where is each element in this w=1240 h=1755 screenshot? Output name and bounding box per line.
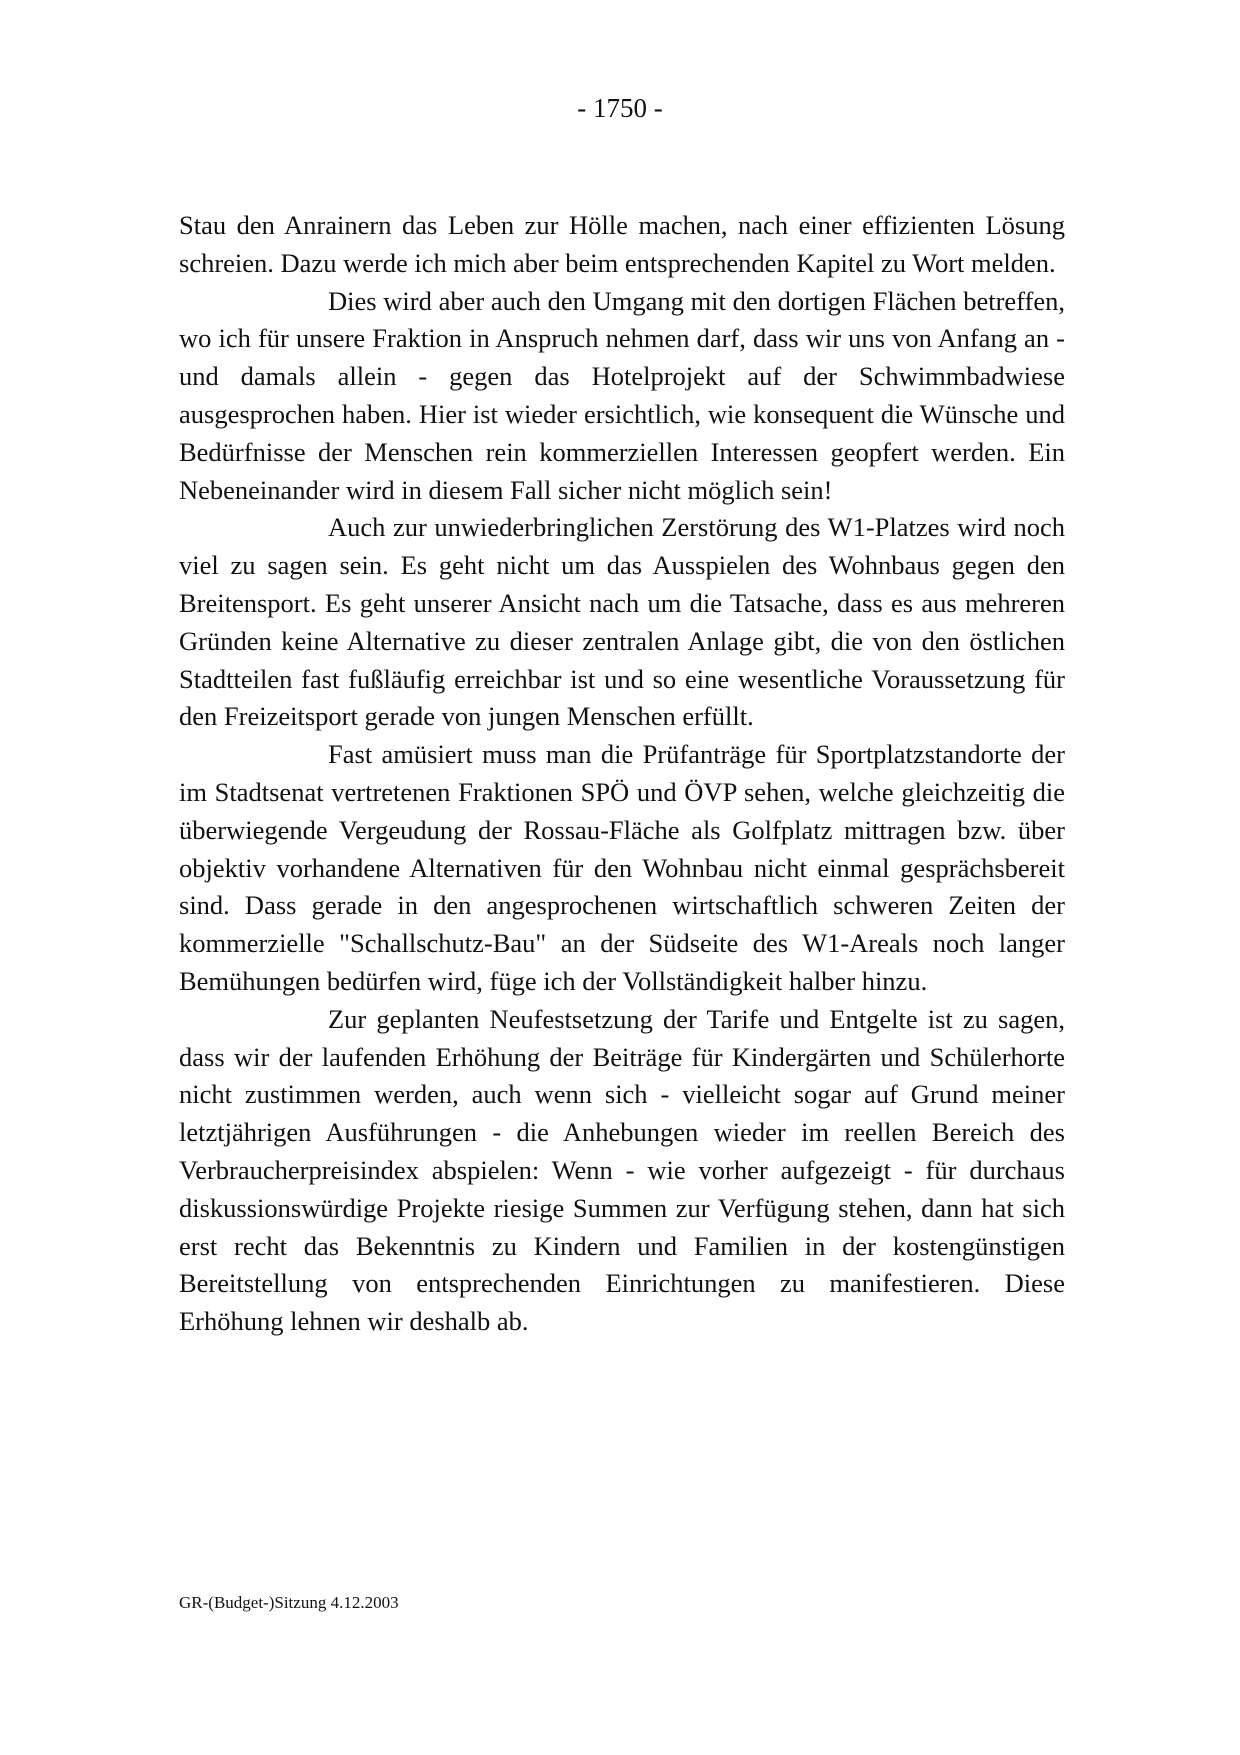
paragraph-1: Stau den Anrainern das Leben zur Hölle machen, nach einer effizienten Lösung schreien. Dazu werde ich mich aber beim entsprechenden Kapitel zu Wort melden. bbox=[179, 210, 1065, 278]
paragraph-4: Fast amüsiert muss man die Prüfanträge für Sportplatzstandorte der im Stadtsenat vertretenen Fraktionen SPÖ und ÖVP sehen, welche gleichzeitig die überwiegende Vergeudung der Rossau-Fläche als Golfplatz mittragen bzw. über objektiv vorhandene Alternativen für den Wohnbau nicht einmal gesprächsbereit sind. Dass gerade in den angesprochenen wirtschaftlich schweren Zeiten der kommerzielle "Schallschutz-Bau" an der Südseite des W1-Areals noch langer Bemühungen bedürfen wird, füge ich der Vollständigkeit halber hinzu. bbox=[179, 739, 1065, 996]
paragraph-2: Dies wird aber auch den Umgang mit den dortigen Flächen betreffen, wo ich für unsere Fraktion in Anspruch nehmen darf, dass wir uns von Anfang an - und damals allein - gegen das Hotelprojekt auf der Schwimmbadwiese ausgesprochen haben. Hier ist wieder ersichtlich, wie konsequent die Wünsche und Bedürfnisse der Menschen rein kommerziellen Interessen geopfert werden. Ein Nebeneinander wird in diesem Fall sicher nicht möglich sein! bbox=[179, 285, 1065, 505]
paragraph-3: Auch zur unwiederbringlichen Zerstörung des W1-Platzes wird noch viel zu sagen sein. Es geht nicht um das Ausspielen des Wohnbaus gegen den Breitensport. Es geht unserer Ansicht nach um die Tatsache, dass es aus mehreren Gründen keine Alternative zu dieser zentralen Anlage gibt, die von den östlichen Stadtteilen fast fußläufig erreichbar ist und so eine wesentliche Voraussetzung für den Freizeitsport gerade von jungen Menschen erfüllt. bbox=[179, 512, 1065, 732]
footer-session-label: GR-(Budget-)Sitzung 4.12.2003 bbox=[179, 1593, 399, 1612]
body-text bbox=[179, 207, 1065, 1341]
page-number: - 1750 - bbox=[577, 93, 663, 123]
paragraph-5: Zur geplanten Neufestsetzung der Tarife und Entgelte ist zu sagen, dass wir der laufenden Erhöhung der Beiträge für Kindergärten und Schülerhorte nicht zustimmen werden, auch wenn sich - vielleicht sogar auf Grund meiner letztjährigen Ausführungen - die Anhebungen wieder im reellen Bereich des Verbraucherpreisindex abspielen: Wenn - wie vorher aufgezeigt - für durchaus diskussionswürdige Projekte riesige Summen zur Verfügung stehen, dann hat sich erst recht das Bekenntnis zu Kindern und Familien in der kostengünstigen Bereitstellung von entsprechenden Einrichtungen zu manifestieren. Diese Erhöhung lehnen wir deshalb ab. bbox=[179, 1003, 1065, 1337]
